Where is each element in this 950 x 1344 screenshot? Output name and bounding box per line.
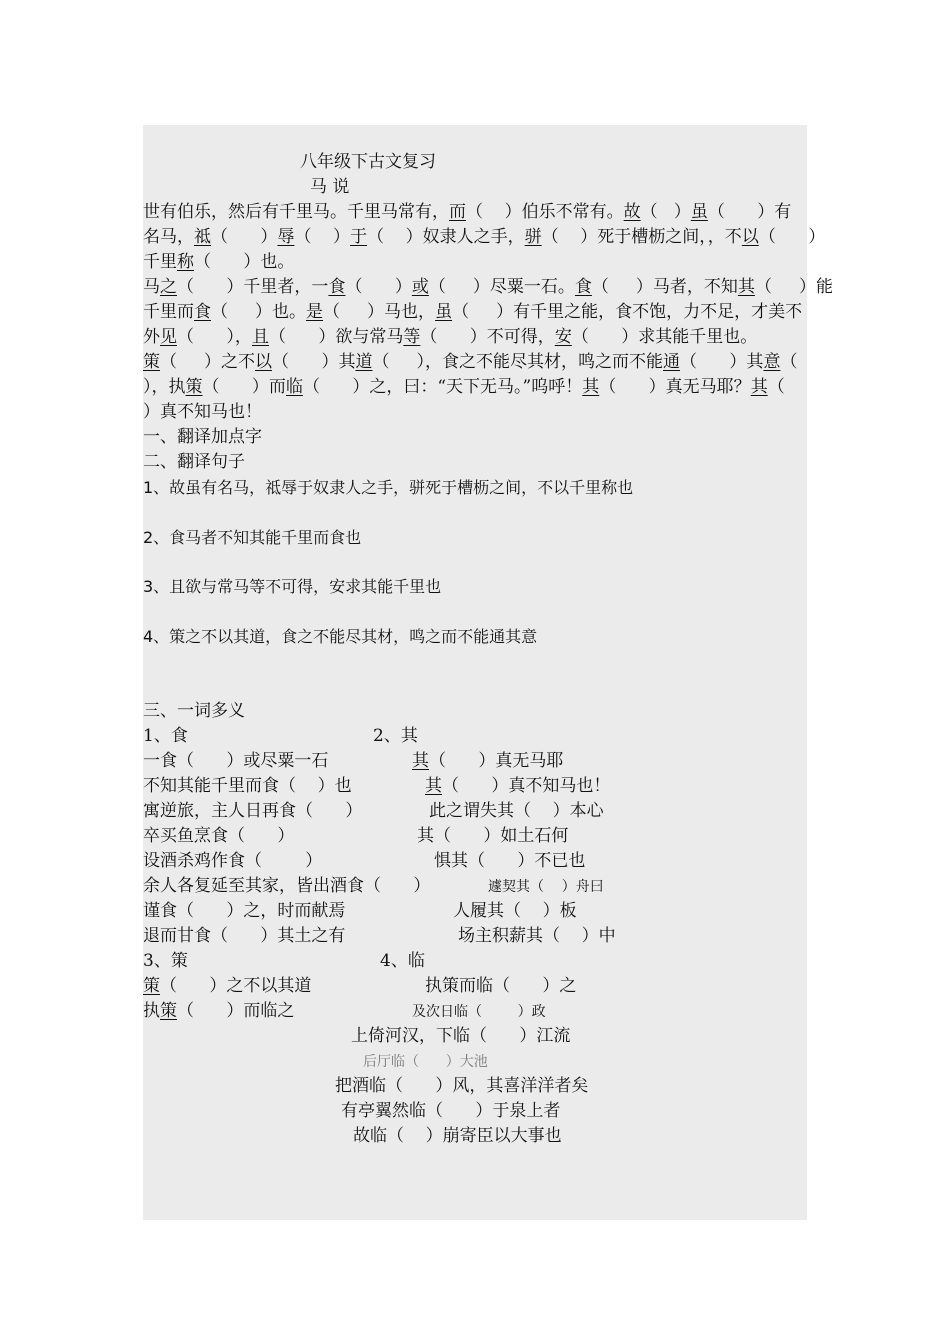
underlined-word: 称: [177, 252, 194, 272]
underlined-word: 虽: [690, 202, 708, 222]
underlined-word: 故: [623, 202, 641, 222]
underlined-word: 策: [185, 377, 203, 397]
heading-lin: 4、临: [380, 951, 425, 971]
text-line: [143, 400, 807, 425]
underlined-word: 祗: [194, 227, 211, 247]
section-heading-3: 三、一词多义: [143, 701, 245, 721]
text-segment: （ ）其: [680, 352, 764, 372]
sentence-2: 2、食马者不知其能千里而食也: [143, 528, 362, 547]
text-segment: 把酒临（ ）风，其喜洋洋者矣: [335, 1076, 589, 1096]
text-line: [143, 225, 826, 250]
underlined-word: 等: [403, 327, 421, 347]
text-segment: （ ）尽粟一石。: [428, 277, 575, 297]
heading-qi: 2、其: [373, 726, 418, 746]
text-line: [143, 325, 807, 350]
sentence-3: 3、且欲与常马等不可得，安求其能千里也: [143, 577, 442, 596]
underlined-word: 之: [160, 277, 177, 297]
shi-item: 退而甘食（ ）其土之有: [143, 926, 346, 946]
shi-item: 一食（ ）或尽粟一石: [143, 751, 329, 771]
lin-item: [341, 1099, 560, 1124]
doc-title: 八年级下古文复习: [300, 152, 436, 172]
qi-item: [434, 849, 585, 874]
text-segment: （: [780, 352, 798, 372]
text-segment: （ ）死于槽枥之间，，不: [541, 227, 742, 247]
text-segment: 惧其（ ）不已也: [434, 851, 586, 871]
text-segment: （ ），: [177, 327, 252, 347]
underlined-word: 其: [412, 751, 429, 771]
underlined-word: 以: [255, 352, 273, 372]
lin-item: [335, 1074, 588, 1099]
text-segment: 此之谓失其（ ）本心: [429, 801, 604, 821]
text-segment: 执: [143, 1001, 160, 1021]
underlined-word: 其: [750, 377, 768, 397]
text-segment: （ ）其: [272, 352, 356, 372]
underlined-word: 道: [355, 352, 373, 372]
text-line: [143, 300, 807, 325]
text-segment: （ ）而临之: [177, 1001, 295, 1021]
underlined-word: 见: [160, 327, 177, 347]
text-segment: （ ）求其能千里也。: [571, 327, 758, 347]
lin-item: [363, 1049, 488, 1075]
text-segment: （ ）能: [754, 277, 833, 297]
text-segment: 遽契其（ ）舟曰: [488, 879, 604, 895]
text-segment: 上倚河汉，下临（ ）江流: [351, 1026, 571, 1046]
text-segment: （ ）真不知马也！: [442, 776, 611, 796]
underlined-word: 通: [663, 352, 680, 372]
text-segment: （ ）: [640, 202, 691, 222]
text-segment: 千里而: [143, 302, 194, 322]
underlined-word: 安: [554, 327, 572, 347]
lin-item: [353, 1124, 562, 1149]
section-heading-1: 一、翻译加点字: [143, 427, 262, 447]
underlined-word: 食: [328, 277, 346, 297]
text-segment: （ ）: [294, 227, 351, 247]
text-segment: （ ）有: [707, 202, 792, 222]
text-segment: （ ）有千里之能，食不饱，力不足，才美不: [452, 302, 803, 322]
text-segment: 人履其（ ）板: [453, 901, 577, 921]
text-segment: （ ）真无马耶: [429, 751, 564, 771]
shi-item: 寓逆旅，主人日再食（ ）: [143, 801, 363, 821]
heading-shi: 1、食: [143, 726, 188, 746]
qi-item: [412, 749, 563, 774]
text-line: [143, 250, 807, 275]
qi-item: [458, 924, 616, 949]
section-heading-2: 二、翻译句子: [143, 452, 245, 472]
underlined-word: 且: [251, 327, 269, 347]
sentence-1: 1、故虽有名马，祗辱于奴隶人之手，骈死于槽枥之间，不以千里称也: [143, 478, 634, 497]
underlined-word: 策: [143, 976, 160, 996]
text-segment: 马: [143, 277, 160, 297]
qi-item: [453, 899, 577, 924]
text-segment: （: [767, 377, 785, 397]
worksheet-page: [143, 125, 833, 1220]
shi-item: 卒买鱼烹食（ ）: [143, 826, 295, 846]
text-segment: （ ）之不以其道: [160, 976, 312, 996]
text-segment: 执策而临（ ）之: [425, 976, 577, 996]
underlined-word: 策: [143, 352, 160, 372]
doc-subtitle: 马 说: [310, 177, 350, 197]
text-segment: （ ），食之不能尽其材，鸣之而不能: [372, 352, 663, 372]
text-segment: （ ）之，曰：“天下无马。”呜呼！: [302, 377, 583, 397]
text-segment: （ ）: [211, 227, 278, 247]
underlined-word: 其: [582, 377, 600, 397]
text-segment: （ ）真无马耶？: [599, 377, 751, 397]
text-segment: 及次日临（ ）政: [412, 1004, 546, 1020]
text-segment: ）真不知马也！: [143, 402, 262, 422]
text-segment: ），执: [143, 377, 186, 397]
underlined-word: 其: [737, 277, 755, 297]
qi-item: [429, 799, 604, 824]
qi-item: [488, 874, 604, 900]
underlined-word: 食: [194, 302, 211, 322]
text-segment: （ ）马者，不知: [591, 277, 738, 297]
text-line: [143, 275, 833, 300]
text-segment: （ ）也。: [211, 302, 307, 322]
text-segment: （ ）而: [202, 377, 286, 397]
heading-ce: 3、策: [143, 951, 188, 971]
text-segment: 其（ ）如土石何: [417, 826, 569, 846]
text-segment: （ ）奴隶人之手，: [367, 227, 525, 247]
shi-item: 设酒杀鸡作食（ ）: [143, 851, 323, 871]
text-segment: （ ）之不: [160, 352, 256, 372]
text-line: [143, 375, 807, 400]
underlined-word: 是: [306, 302, 324, 322]
text-segment: 名马，: [143, 227, 194, 247]
shi-item: 不知其能千里而食（ ）也: [143, 776, 352, 796]
text-segment: （ ）也。: [194, 252, 295, 272]
text-segment: （ ）欲与常马: [268, 327, 404, 347]
sentence-4: 4、策之不以其道，食之不能尽其材，鸣之而不能通其意: [143, 627, 538, 646]
text-segment: 外: [143, 327, 160, 347]
underlined-word: 或: [411, 277, 429, 297]
lin-item: [425, 974, 576, 999]
underlined-word: 而: [449, 202, 466, 222]
underlined-word: 其: [425, 776, 442, 796]
text-segment: （ ）千里者，一: [177, 277, 329, 297]
text-segment: （ ）马也，: [323, 302, 436, 322]
underlined-word: 以: [741, 227, 759, 247]
shi-item: 余人各复延至其家，皆出酒食（ ）: [143, 876, 431, 896]
ce-item: [143, 999, 294, 1024]
underlined-word: 于: [350, 227, 368, 247]
text-segment: 有亭翼然临（ ）于泉上者: [341, 1101, 561, 1121]
text-segment: （ ）伯乐不常有。: [466, 202, 624, 222]
text-segment: （ ）不可得，: [420, 327, 555, 347]
lin-item: [351, 1024, 570, 1049]
underlined-word: 辱: [277, 227, 295, 247]
lin-item: [412, 999, 546, 1025]
text-segment: 后厅临（ ）大池: [363, 1054, 488, 1070]
qi-item: [417, 824, 568, 849]
text-segment: （ ）: [345, 277, 412, 297]
underlined-word: 意: [763, 352, 781, 372]
underlined-word: 食: [574, 277, 592, 297]
text-segment: 千里: [143, 252, 177, 272]
ce-item: [143, 974, 311, 999]
qi-item: [425, 774, 610, 799]
text-segment: 故临（ ）崩寄臣以大事也: [353, 1126, 562, 1146]
text-line: [143, 350, 807, 375]
underlined-word: 策: [160, 1001, 177, 1021]
text-line: [143, 200, 807, 225]
underlined-word: 虽: [435, 302, 453, 322]
underlined-word: 骈: [524, 227, 542, 247]
text-segment: 世有伯乐，然后有千里马。千里马常有，: [143, 202, 449, 222]
text-segment: 场主积薪其（ ）中: [458, 926, 616, 946]
text-segment: （ ）: [758, 227, 826, 247]
shi-item: 谨食（ ）之，时而献焉: [143, 901, 346, 921]
underlined-word: 临: [285, 377, 303, 397]
